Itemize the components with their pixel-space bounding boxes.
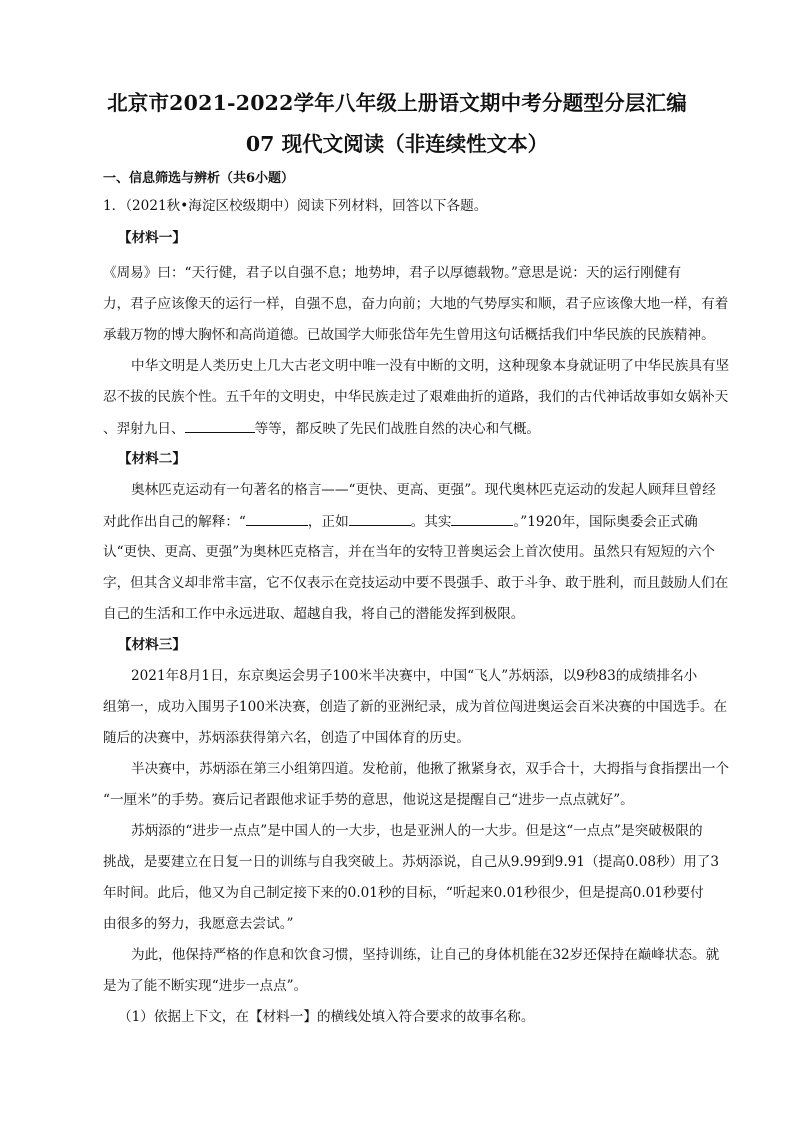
material-two-line: 奥林匹克运动有一句著名的格言——“更快、更高、更强”。现代奥林匹克运动的发起人顾拜旦曾经 <box>131 482 716 498</box>
line-text: 、羿射九日、 <box>103 421 185 437</box>
line-text: 等等，都反映了先民们战胜自然的决心和气概。 <box>254 421 541 437</box>
section-heading: 一、信息筛选与辨析（共6小题） <box>103 171 295 186</box>
line-text: 。其实 <box>410 514 452 530</box>
material-one-heading: 【材料一】 <box>118 230 186 246</box>
material-three-line: 年时间。此后，他又为自己制定接下来的0.01秒的目标，“听起来0.01秒很少，但是提高0.01秒要付 <box>103 885 704 901</box>
material-three-line: 由很多的努力，我愿意去尝试。” <box>103 916 294 932</box>
sub-question: （1）依据上下文，在【材料一】的横线处填入符合要求的故事名称。 <box>118 1009 535 1025</box>
material-three-line: 为此，他保持严格的作息和饮食习惯，坚持训练，让自己的身体机能在32岁还保持在巅峰状态。就 <box>131 947 720 963</box>
line-text: 对此作出自己的解释：“ <box>103 514 246 530</box>
fill-blank[interactable] <box>451 511 513 526</box>
material-two-line: 自己的生活和工作中永远进取、超越自我，将自己的潜能发挥到极限。 <box>103 606 525 622</box>
line-text: 。”1920年，国际奥委会正式确 <box>513 514 698 530</box>
line-text: ，正如 <box>307 514 349 530</box>
material-three-line: 2021年8月1日，东京奥运会男子100米半决赛中，中国“飞人”苏炳添，以9秒83的成绩排名小 <box>131 668 698 684</box>
material-one-line <box>103 418 703 439</box>
material-one-line: 承载万物的博大胸怀和高尚道德。已故国学大师张岱年先生曾用这句话概括我们中华民族的民族精神。 <box>103 327 715 343</box>
material-three-line: “一厘米”的手势。赛后记者跟他求证手势的意思，他说这是提醒自己“进步一点点就好”。 <box>103 792 634 808</box>
fill-blank[interactable] <box>246 511 308 526</box>
material-three-line: 随后的决赛中，苏炳添获得第六名，创造了中国体育的历史。 <box>103 730 471 746</box>
material-three-line: 是为了能不断实现“进步一点点”。 <box>103 978 308 994</box>
material-three-line: 半决赛中，苏炳添在第三小组第四道。发枪前，他揪了揪紧身衣，双手合十，大拇指与食指摆出一个 <box>131 761 730 777</box>
fill-blank[interactable] <box>185 418 255 433</box>
material-three-line: 苏炳添的“进步一点点”是中国人的一大步，也是亚洲人的一大步。但是这“一点点”是突破极限的 <box>131 823 703 839</box>
material-three-heading: 【材料三】 <box>118 637 186 653</box>
document-title: 北京市2021-2022学年八年级上册语文期中考分题型分层汇编 <box>107 91 687 115</box>
material-one-line: 忍不拔的民族个性。五千年的文明史，中华民族走过了艰难曲折的道路，我们的古代神话故事如女娲补天 <box>103 389 729 405</box>
document-subtitle: 07 现代文阅读（非连续性文本） <box>245 132 549 156</box>
material-one-line: 中华文明是人类历史上几大古老文明中唯一没有中断的文明，这种现象本身就证明了中华民族具有坚 <box>131 358 730 374</box>
fill-blank[interactable] <box>349 511 411 526</box>
question-intro: 1．（2021秋•海淀区校级期中）阅读下列材料，回答以下各题。 <box>103 198 488 214</box>
material-two-line: 字，但其含义却非常丰富，它不仅表示在竞技运动中要不畏强手、敢于斗争、敢于胜利，而且鼓励人们在 <box>103 575 729 591</box>
material-two-line: 认“更快、更高、更强”为奥林匹克格言，并在当年的安特卫普奥运会上首次使用。虽然只有短短的六个 <box>103 544 716 560</box>
material-three-line: 组第一，成功入围男子100米决赛，创造了新的亚洲纪录，成为首位闯进奥运会百米决赛的中国选手。在 <box>103 699 728 715</box>
material-one-line: 《周易》曰：“天行健，君子以自强不息；地势坤，君子以厚德载物。”意思是说：天的运行刚健有 <box>103 265 682 281</box>
material-three-line: 挑战，是要建立在日复一日的训练与自我突破上。苏炳添说，自己从9.99到9.91（提高0.08秒）用了3 <box>103 854 720 870</box>
material-two-heading: 【材料二】 <box>118 451 186 467</box>
material-one-line: 力，君子应该像天的运行一样，自强不息，奋力向前；大地的气势厚实和顺，君子应该像大地一样，有着 <box>103 296 729 312</box>
material-two-line <box>103 511 703 532</box>
